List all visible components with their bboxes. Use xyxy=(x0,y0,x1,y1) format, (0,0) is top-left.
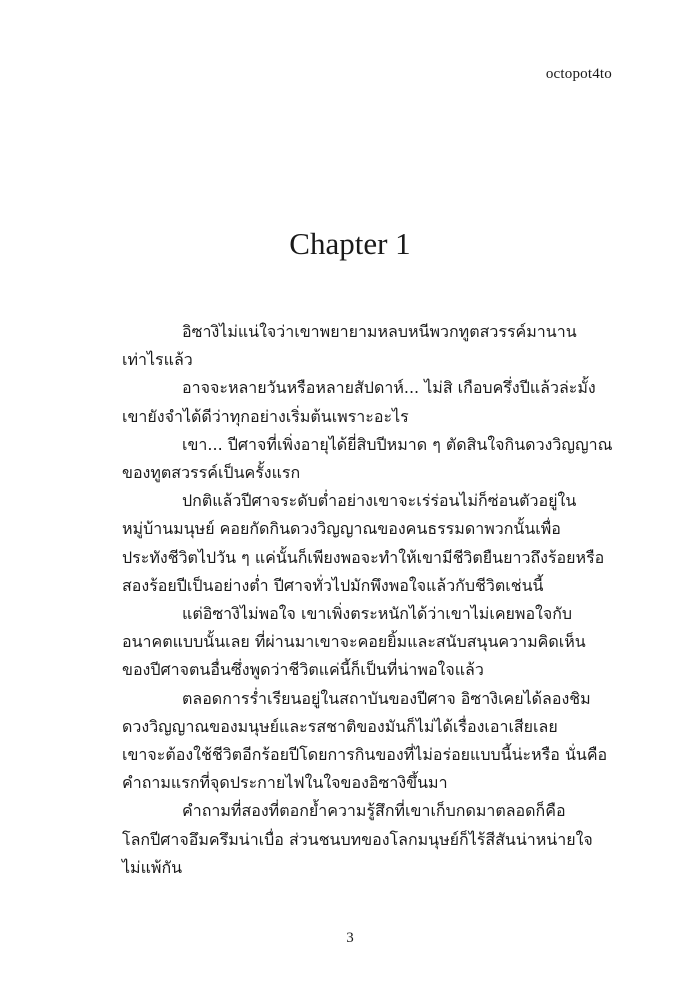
text-line: สองร้อยปีเป็นอย่างต่ำ ปีศาจทั่วไปมักพึงพอใจแล้วกับชีวิตเช่นนี้ xyxy=(122,575,544,595)
text-line: อาจจะหลายวันหรือหลายสัปดาห์... ไม่สิ เกือบครึ่งปีแล้วล่ะมั้ง xyxy=(182,378,596,398)
text-line: ประทังชีวิตไปวัน ๆ แค่นั้นก็เพียงพอจะทำให้เขามีชีวิตยืนยาวถึงร้อยหรือ xyxy=(122,547,605,567)
text-line: เขายังจำได้ดีว่าทุกอย่างเริ่มต้นเพราะอะไร xyxy=(122,406,409,426)
text-line: โลกปีศาจอึมครึมน่าเบื่อ ส่วนชนบทของโลกมนุษย์ก็ไร้สีสันน่าหน่ายใจ xyxy=(122,829,593,849)
chapter-body xyxy=(122,318,613,882)
paragraph-2 xyxy=(122,374,596,430)
paragraph-4 xyxy=(122,487,605,600)
text-line: คำถามแรกที่จุดประกายไฟในใจของอิซางิขึ้นมา xyxy=(122,773,448,793)
paragraph-7 xyxy=(122,797,592,882)
text-line: ไม่แพ้กัน xyxy=(122,857,183,877)
text-line: ปกติแล้วปีศาจระดับต่ำอย่างเขาจะเร่ร่อนไม่ก็ซ่อนตัวอยู่ใน xyxy=(182,491,577,511)
text-line: อิซางิไม่แน่ใจว่าเขาพยายามหลบหนีพวกทูตสวรรค์มานาน xyxy=(182,322,577,341)
text-line: อนาคตแบบนั้นเลย ที่ผ่านมาเขาจะคอยยิ้มและสนับสนุนความคิดเห็น xyxy=(122,632,586,652)
text-line: ของทูตสวรรค์เป็นครั้งแรก xyxy=(122,463,301,483)
text-line: เขา... ปีศาจที่เพิ่งอายุได้ยี่สิบปีหมาด ๆ ตัดสินใจกินดวงวิญญาณ xyxy=(182,434,613,454)
paragraph-6 xyxy=(122,685,608,798)
text-line: เขาจะต้องใช้ชีวิตอีกร้อยปีโดยการกินของที่ไม่อร่อยแบบนี้น่ะหรือ นั่นคือ xyxy=(122,745,608,765)
text-line: ดวงวิญญาณของมนุษย์และรสชาติของมันก็ไม่ได้เรื่องเอาเสียเลย xyxy=(122,716,558,736)
paragraph-3 xyxy=(122,431,613,487)
text-line: คำถามที่สองที่ตอกย้ำความรู้สึกที่เขาเก็บกดมาตลอดก็คือ xyxy=(182,801,566,821)
text-line: เท่าไรแล้ว xyxy=(122,350,193,370)
author-header: octopot4to xyxy=(545,66,612,82)
paragraph-1 xyxy=(122,318,592,374)
text-line: แต่อิซางิไม่พอใจ เขาเพิ่งตระหนักได้ว่าเขาไม่เคยพอใจกับ xyxy=(182,604,573,624)
page-number: 3 xyxy=(346,930,354,946)
text-line: หมู่บ้านมนุษย์ คอยกัดกินดวงวิญญาณของคนธรรมดาพวกนั้นเพื่อ xyxy=(122,519,561,539)
text-line: ตลอดการร่ำเรียนอยู่ในสถาบันของปีศาจ อิซางิเคยได้ลองชิม xyxy=(182,688,591,708)
chapter-title: Chapter 1 xyxy=(289,226,411,261)
paragraph-5 xyxy=(122,600,592,685)
text-line: ของปีศาจตนอื่นซึ่งพูดว่าชีวิตแค่นี้ก็เป็นที่น่าพอใจแล้ว xyxy=(122,660,484,680)
